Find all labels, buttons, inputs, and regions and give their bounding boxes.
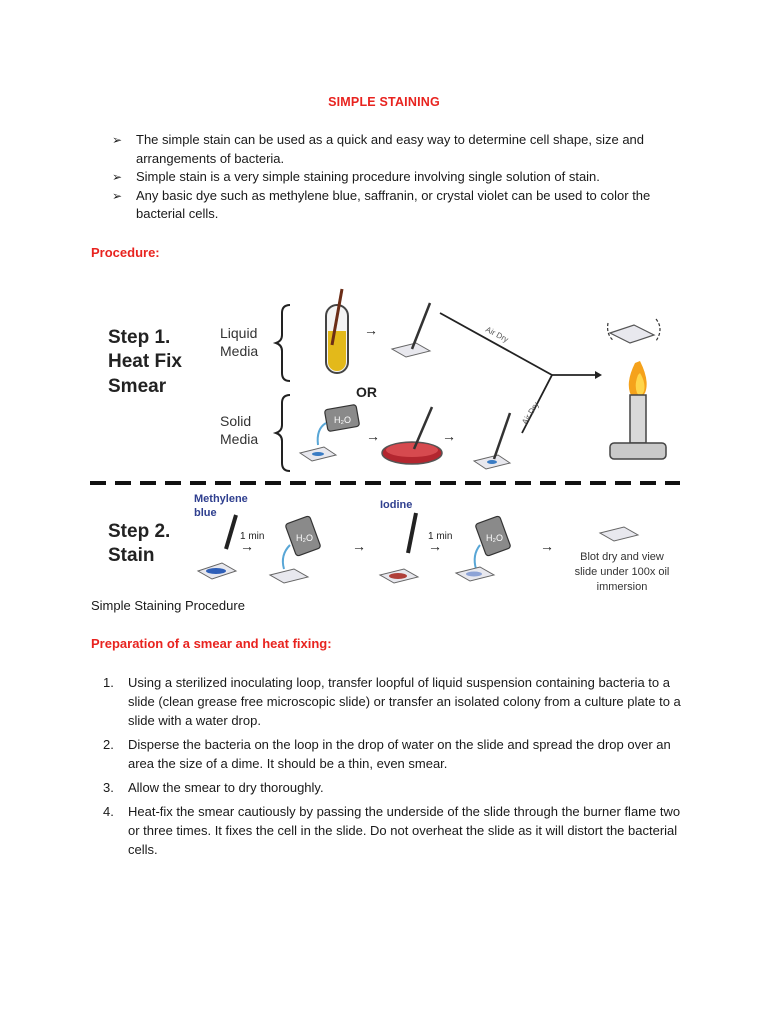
arrow-head-icon bbox=[595, 371, 602, 379]
one-min-label: 1 min bbox=[240, 531, 265, 542]
or-label: OR bbox=[356, 384, 377, 400]
step2-line2: Stain bbox=[108, 545, 155, 566]
step-item bbox=[103, 673, 683, 730]
heated-slide-icon bbox=[608, 319, 660, 343]
blot-dry-label: Blot dry and view bbox=[580, 551, 664, 563]
arrow-icon: → bbox=[364, 322, 378, 338]
methylene-blue-label-2: blue bbox=[194, 507, 217, 519]
preparation-step-list bbox=[103, 673, 683, 864]
arrow-icon: → bbox=[428, 538, 442, 554]
water-label: H₂O bbox=[334, 415, 351, 425]
solid-media-label-2: Media bbox=[220, 431, 259, 447]
step-text: Heat-fix the smear cautiously by passing the underside of the slide through the burner flame two or three times. It fixes the cell in the slide. Do not overheat the slide as it will distort the bacterial cells. bbox=[128, 804, 681, 857]
bullet-item: ➢ Simple stain is a very simple staining procedure involving single solution of stain. bbox=[110, 168, 690, 187]
liquid-brace-icon bbox=[276, 305, 290, 381]
dropper-methylene-icon bbox=[198, 515, 236, 579]
step1-line3: Smear bbox=[108, 376, 167, 397]
step-number: 3. bbox=[103, 780, 114, 795]
methylene-blue-label: Methylene bbox=[194, 493, 248, 505]
preparation-heading: Preparation of a smear and heat fixing: bbox=[91, 636, 332, 651]
arrow-bullet-icon: ➢ bbox=[112, 188, 123, 203]
arrow-icon: → bbox=[366, 428, 380, 444]
bullet-item: ➢ Any basic dye such as methylene blue, saffranin, or crystal violet can be used to color the bacterial cells. bbox=[112, 187, 651, 222]
step-text: Using a sterilized inoculating loop, transfer loopful of liquid suspension containing bacteria to a slide (clean grease free microscopic slide) or transfer an isolated colony from a culture plate to a slide with a water drop. bbox=[128, 675, 681, 728]
step-item bbox=[103, 802, 683, 859]
step1-title: Step 1. bbox=[108, 327, 171, 348]
arrow-bullet-icon: ➢ bbox=[112, 170, 123, 185]
air-dry-label: Air Dry bbox=[520, 400, 541, 427]
dropper-iodine-icon bbox=[380, 513, 418, 583]
step2-title: Step 2. bbox=[108, 521, 171, 542]
procedure-heading: Procedure: bbox=[91, 245, 160, 260]
blot-dry-label-2: slide under 100x oil bbox=[574, 566, 670, 578]
petri-dish-icon bbox=[382, 407, 442, 464]
blot-dry-label-3: immersion bbox=[596, 581, 648, 593]
air-dry-line bbox=[440, 313, 552, 375]
one-min-label: 1 min bbox=[428, 531, 453, 542]
step-text: Allow the smear to dry thoroughly. bbox=[128, 780, 324, 795]
water-bottle-icon bbox=[300, 404, 360, 461]
water-label: H₂O bbox=[486, 533, 503, 543]
liquid-media-label-2: Media bbox=[220, 343, 259, 359]
slide-with-loop-icon bbox=[392, 303, 430, 357]
slide-with-loop-icon bbox=[474, 413, 510, 469]
step1-label bbox=[108, 327, 182, 397]
water-bottle-icon bbox=[456, 516, 511, 581]
intro-bullet-list bbox=[110, 131, 690, 224]
step-item bbox=[103, 735, 683, 773]
arrow-bullet-icon: ➢ bbox=[112, 133, 123, 147]
solid-media-label: Solid bbox=[220, 413, 252, 429]
page-title: SIMPLE STAINING bbox=[328, 95, 440, 109]
final-slide-icon bbox=[600, 527, 638, 541]
bullet-item: ➢ The simple stain can be used as a quick and easy way to determine cell shape, size and arrangements of bacteria. bbox=[112, 132, 645, 166]
step-item bbox=[103, 778, 683, 797]
iodine-label: Iodine bbox=[380, 499, 413, 511]
liquid-media-label: Liquid bbox=[220, 325, 258, 341]
arrow-icon: → bbox=[540, 538, 554, 554]
arrow-icon: → bbox=[442, 428, 456, 444]
step-text: Disperse the bacteria on the loop in the drop of water on the slide and spread the drop over an area the size of a dime. It should be a thin, even smear. bbox=[128, 737, 671, 771]
step-number: 1. bbox=[103, 675, 114, 690]
figure-caption: Simple Staining Procedure bbox=[91, 598, 245, 613]
step1-line2: Heat Fix bbox=[108, 351, 182, 372]
bunsen-burner-icon bbox=[610, 361, 666, 459]
arrow-icon: → bbox=[352, 538, 366, 554]
step-number: 2. bbox=[103, 737, 114, 752]
staining-procedure-figure bbox=[90, 283, 680, 599]
solid-brace-icon bbox=[276, 395, 290, 471]
test-tube-icon bbox=[326, 289, 348, 373]
water-label: H₂O bbox=[296, 533, 313, 543]
air-dry-label: Air Dry bbox=[484, 324, 510, 345]
arrow-icon: → bbox=[240, 538, 254, 554]
water-bottle-icon bbox=[270, 516, 321, 583]
step-number: 4. bbox=[103, 804, 114, 819]
